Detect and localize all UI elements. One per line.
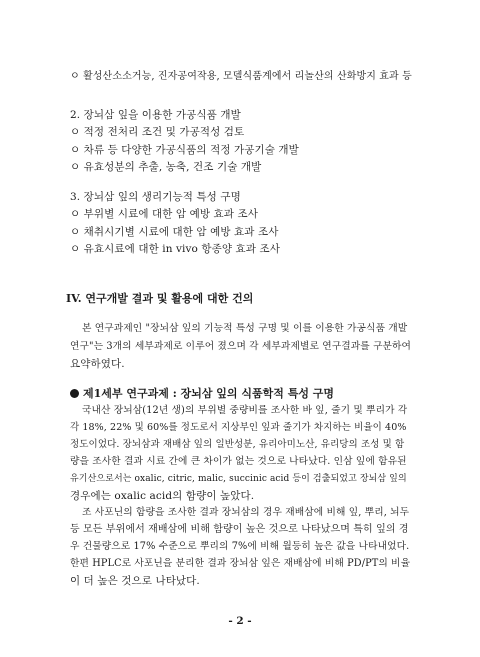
subtask-line: 이 더 높은 것으로 나타났다. (70, 575, 200, 587)
subtask-line: 우 건물량으로 17% 수준으로 뿌리의 7%에 비해 월등히 높은 값을 나타내었다. (70, 541, 410, 552)
subtask-heading (70, 387, 334, 401)
subtask-line: 국내산 장뇌삼(12년 생)의 부위별 중량비를 조사한 바 잎, 줄기 및 뿌리가 각 (82, 405, 408, 416)
intro-line: 본 연구과제인 "장뇌삼 잎의 기능적 특성 구명 및 이를 이용한 가공식품 개발 (82, 323, 408, 334)
page-number: - 2 - (228, 615, 252, 627)
intro-line: 연구"는 3개의 세부과제로 이루어 졌으며 각 세부과제별로 연구결과를 구분하여 (70, 341, 412, 352)
subtask-line: 조 사포닌의 함량을 조사한 결과 장뇌삼의 경우 재배삼에 비해 잎, 뿌리, 뇌두 (82, 507, 410, 518)
chapter-heading: IV. 연구개발 결과 및 활용에 대한 건의 (66, 292, 254, 305)
top-bullet-item: ㅇ 활성산소소거능, 진자공여작용, 모델식품계에서 리놀산의 산화방지 효과 등 (70, 71, 412, 82)
section3-item: ㅇ 채취시기별 시료에 대한 암 예방 효과 조사 (70, 226, 279, 238)
subtask-line: 한편 HPLC로 사포닌을 분리한 결과 장뇌삼 잎은 재배삼에 비해 PD/PT의 비율 (70, 558, 411, 569)
subtask-line: 각 18%, 22% 및 60%를 정도로서 지상부인 잎과 줄기가 차지하는 비율이 40% (70, 422, 407, 433)
subtask-line: 정도이었다. 장뇌삼과 재배삼 잎의 일반성분, 유리아미노산, 유리당의 조성 및 함 (70, 439, 405, 450)
section2-item: ㅇ 차류 등 다양한 가공식품의 적정 가공기술 개발 (70, 144, 299, 156)
subtask-line: 등 모든 부위에서 재배삼에 비해 함량이 높은 것으로 나타났으며 특히 잎의 경 (70, 524, 409, 535)
section2-title: 2. 장뇌삼 잎을 이용한 가공식품 개발 (70, 109, 241, 121)
intro-line: 요약하였다. (70, 358, 125, 370)
section3-item: ㅇ 유효시료에 대한 in vivo 항종양 효과 조사 (70, 243, 280, 255)
subtask-line: 량을 조사한 결과 시료 간에 큰 차이가 없는 것으로 나타났다. 인삼 잎에 함유된 (70, 456, 407, 467)
section3-title: 3. 장뇌삼 잎의 생리기능적 특성 구명 (70, 191, 241, 203)
subtask-title: 제1세부 연구과제 : 장뇌삼 잎의 식품학적 특성 구명 (83, 387, 335, 400)
section2-item: ㅇ 적정 전처리 조건 및 가공적성 검토 (70, 126, 245, 138)
subtask-line: 경우에는 oxalic acid의 함량이 높았다. (70, 490, 255, 502)
subtask-line: 유기산으로서는 oxalic, citric, malic, succinic acid 등이 검출되었고 장뇌삼 잎의 (70, 474, 407, 484)
section3-item: ㅇ 부위별 시료에 대한 암 예방 효과 조사 (70, 208, 258, 220)
section2-item: ㅇ 유효성분의 추출, 농축, 건조 기술 개발 (70, 161, 262, 173)
filled-circle-bullet-icon (70, 389, 79, 398)
